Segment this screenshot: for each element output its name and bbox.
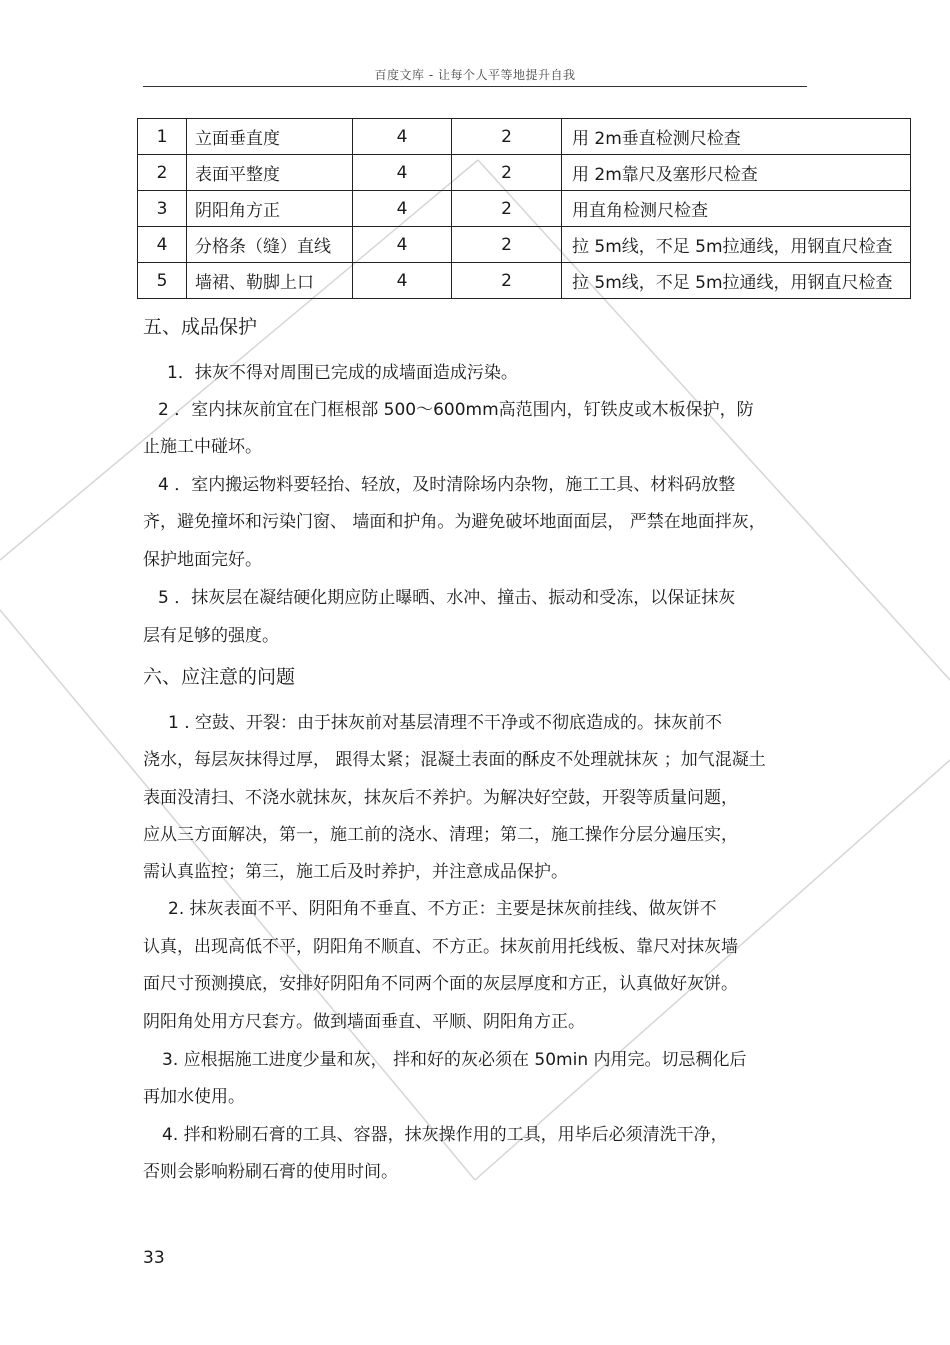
paragraph-line: 1 . 空鼓、开裂：由于抹灰前对基层清理不干净或不彻底造成的。抹灰前不 — [168, 713, 723, 733]
paragraph-line: 认真，出现高低不平，阴阳角不顺直、不方正。抹灰前用托线板、靠尺对抹灰墙 — [143, 937, 738, 957]
table-row — [138, 119, 911, 155]
table-row — [138, 155, 911, 191]
row-item: 立面垂直度 — [187, 119, 353, 155]
tolerance-table — [137, 118, 911, 299]
section-5-heading: 五、成品保护 — [143, 316, 258, 338]
table-row — [138, 227, 911, 263]
paragraph-line: 2 ．室内抹灰前宜在门框根部 500～600mm高范围内，钉铁皮或木板保护，防 — [158, 400, 754, 420]
paragraph-line: 止施工中碰坏。 — [143, 437, 262, 457]
paragraph-line: 4. 拌和粉刷石膏的工具、容器，抹灰操作用的工具，用毕后必须清洗干净， — [162, 1125, 728, 1145]
paragraph-line: 1．抹灰不得对周围已完成的成墙面造成污染。 — [167, 363, 518, 383]
paragraph-line: 5 ．抹灰层在凝结硬化期应防止曝晒、水冲、撞击、振动和受冻，以保证抹灰 — [158, 588, 736, 608]
paragraph-line: 否则会影响粉刷石膏的使用时间。 — [143, 1162, 398, 1182]
header-divider — [143, 86, 807, 87]
paragraph-line: 表面没清扫、不浇水就抹灰，抹灰后不养护。为解决好空鼓，开裂等质量问题， — [143, 788, 738, 808]
row-number: 2 — [138, 155, 187, 191]
paragraph-line: 3. 应根据施工进度少量和灰， 拌和好的灰必须在 50min 内用完。切忌稠化后 — [162, 1050, 747, 1070]
row-value-b: 2 — [452, 191, 562, 227]
row-method: 用直角检测尺检查 — [562, 191, 911, 227]
row-method: 用 2m垂直检测尺检查 — [562, 119, 911, 155]
row-method: 拉 5m线，不足 5m拉通线，用钢直尺检查 — [562, 263, 911, 299]
row-method: 拉 5m线，不足 5m拉通线，用钢直尺检查 — [562, 227, 911, 263]
row-method: 用 2m靠尺及塞形尺检查 — [562, 155, 911, 191]
row-value-b: 2 — [452, 119, 562, 155]
row-value-b: 2 — [452, 227, 562, 263]
table-row — [138, 191, 911, 227]
row-value-b: 2 — [452, 263, 562, 299]
paragraph-line: 4 ．室内搬运物料要轻抬、轻放，及时清除场内杂物，施工工具、材料码放整 — [158, 475, 736, 495]
row-item: 墙裙、勒脚上口 — [187, 263, 353, 299]
paragraph-line: 层有足够的强度。 — [143, 626, 279, 646]
row-value-a: 4 — [353, 191, 452, 227]
paragraph-line: 浇水，每层灰抹得过厚， 跟得太紧；混凝土表面的酥皮不处理就抹灰 ；加气混凝土 — [143, 750, 766, 770]
row-value-a: 4 — [353, 227, 452, 263]
row-item: 分格条（缝）直线 — [187, 227, 353, 263]
row-value-a: 4 — [353, 263, 452, 299]
paragraph-line: 应从三方面解决，第一，施工前的浇水、清理；第二，施工操作分层分遍压实， — [143, 825, 738, 845]
row-item: 阴阳角方正 — [187, 191, 353, 227]
paragraph-line: 阴阳角处用方尺套方。做到墙面垂直、平顺、阴阳角方正。 — [143, 1012, 585, 1032]
section-6-heading: 六、应注意的问题 — [143, 666, 296, 688]
row-item: 表面平整度 — [187, 155, 353, 191]
row-number: 5 — [138, 263, 187, 299]
paragraph-line: 再加水使用。 — [143, 1087, 245, 1107]
row-value-a: 4 — [353, 155, 452, 191]
paragraph-line: 面尺寸预测摸底，安排好阴阳角不同两个面的灰层厚度和方正，认真做好灰饼。 — [143, 974, 738, 994]
paragraph-line: 齐，避免撞坏和污染门窗、 墙面和护角。为避免破坏地面面层， 严禁在地面拌灰， — [143, 512, 766, 532]
table-row — [138, 263, 911, 299]
paragraph-line: 保护地面完好。 — [143, 550, 262, 570]
page-header: 百度文库 - 让每个人平等地提升自我 — [374, 68, 576, 82]
paragraph-line: 2. 抹灰表面不平、阴阳角不垂直、不方正：主要是抹灰前挂线、做灰饼不 — [168, 899, 717, 919]
row-number: 3 — [138, 191, 187, 227]
paragraph-line: 需认真监控；第三，施工后及时养护，并注意成品保护。 — [143, 862, 568, 882]
row-value-b: 2 — [452, 155, 562, 191]
page-number: 33 — [143, 1248, 165, 1268]
row-number: 1 — [138, 119, 187, 155]
row-number: 4 — [138, 227, 187, 263]
row-value-a: 4 — [353, 119, 452, 155]
